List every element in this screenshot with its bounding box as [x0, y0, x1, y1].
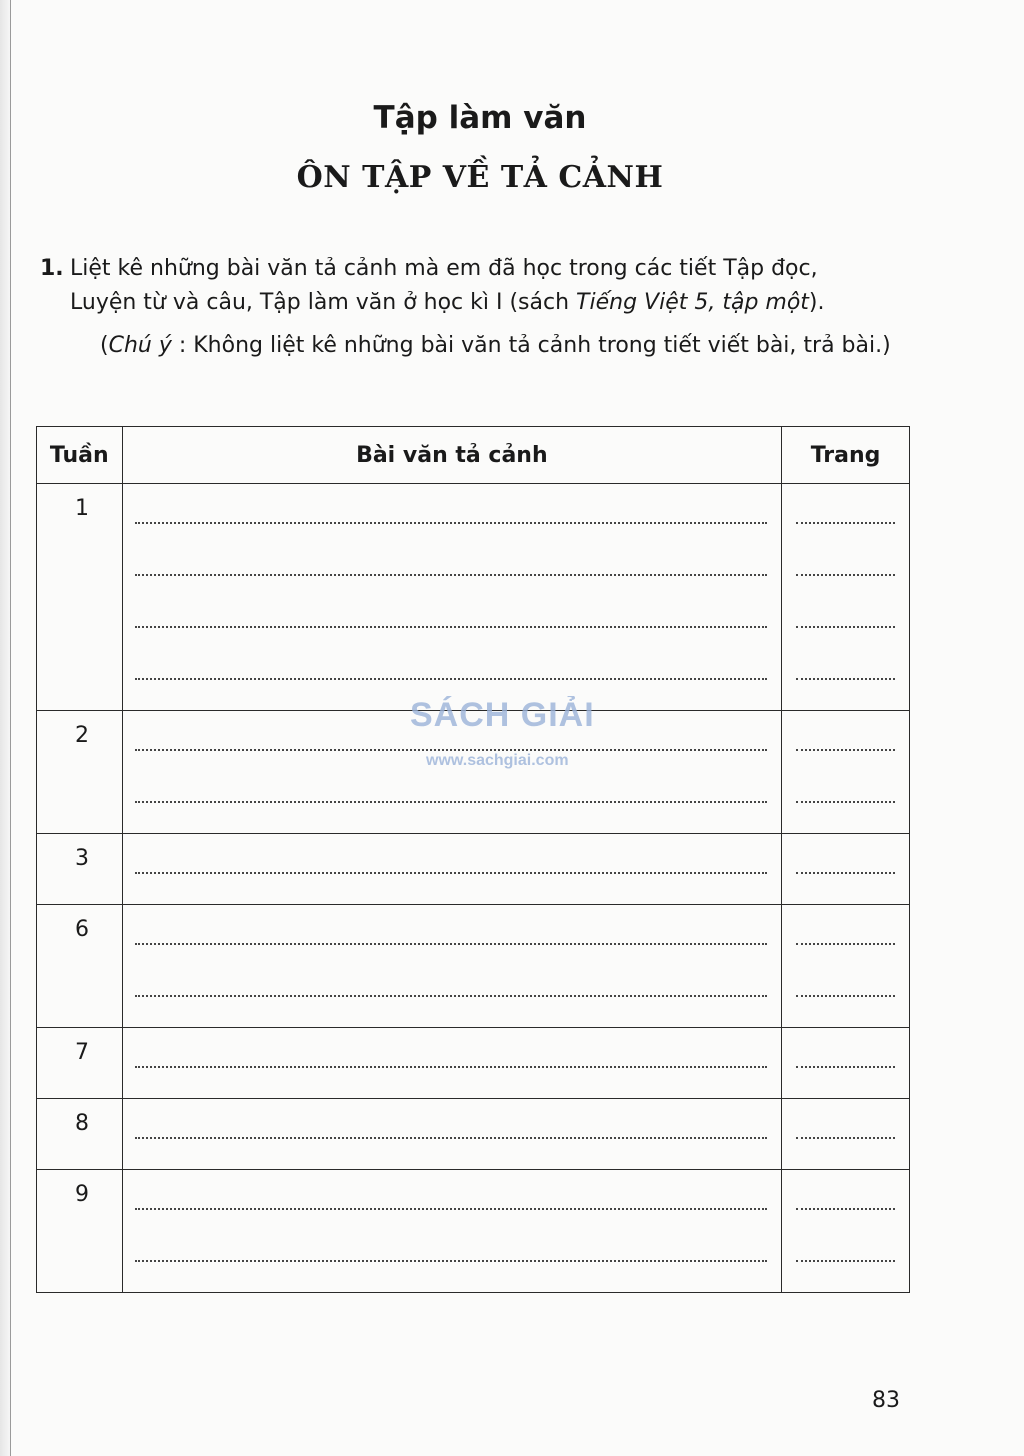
exercise-note — [68, 330, 920, 362]
exercise-line-1 — [40, 252, 920, 286]
dotted-answer-line[interactable] — [123, 1028, 782, 1080]
dotted-page-line[interactable] — [782, 1099, 909, 1151]
week-number: 6 — [75, 917, 89, 942]
dotted-answer-line[interactable] — [123, 905, 782, 957]
book-title: Tiếng Việt 5, tập một — [576, 290, 809, 315]
week-number: 8 — [75, 1111, 89, 1136]
essay-answer-cell[interactable] — [122, 1099, 782, 1170]
dotted-answer-line[interactable] — [123, 834, 782, 886]
week-number: 3 — [75, 846, 89, 871]
dotted-page-line[interactable] — [782, 905, 909, 957]
page-answer-cell[interactable] — [782, 484, 910, 711]
table-header-row — [37, 427, 910, 484]
page-answer-cell[interactable] — [782, 905, 910, 1028]
dotted-page-line[interactable] — [782, 588, 909, 640]
dotted-answer-line[interactable] — [123, 640, 782, 692]
week-number: 1 — [75, 496, 89, 521]
dotted-answer-line[interactable] — [123, 711, 782, 763]
table-row — [37, 834, 910, 905]
exercise-text-2b: ). — [808, 290, 825, 315]
table-row — [37, 484, 910, 711]
dotted-page-line[interactable] — [782, 536, 909, 588]
page-answer-cell[interactable] — [782, 1099, 910, 1170]
week-number: 9 — [75, 1182, 89, 1207]
essay-answer-cell[interactable] — [122, 484, 782, 711]
week-cell — [37, 1028, 123, 1099]
table-row — [37, 1028, 910, 1099]
header-week: Tuần — [37, 427, 123, 484]
exercise-prompt — [40, 252, 920, 320]
table-row — [37, 1170, 910, 1293]
page-answer-cell[interactable] — [782, 834, 910, 905]
dotted-page-line[interactable] — [782, 1170, 909, 1222]
table-body — [37, 484, 910, 1293]
note-text: : Không liệt kê những bài văn tả cảnh trong tiết viết bài, trả bài.) — [171, 333, 891, 358]
week-cell — [37, 834, 123, 905]
answer-table — [36, 426, 910, 1293]
dotted-page-line[interactable] — [782, 711, 909, 763]
exercise-number: 1. — [40, 256, 64, 281]
note-open: ( — [100, 333, 109, 358]
dotted-answer-line[interactable] — [123, 1170, 782, 1222]
week-cell — [37, 1099, 123, 1170]
dotted-answer-line[interactable] — [123, 484, 782, 536]
table-row — [37, 1099, 910, 1170]
week-cell — [37, 905, 123, 1028]
exercise-text-2a: Luyện từ và câu, Tập làm văn ở học kì I (sách — [70, 290, 577, 315]
week-cell — [37, 484, 123, 711]
page-answer-cell[interactable] — [782, 1028, 910, 1099]
essay-answer-cell[interactable] — [122, 1170, 782, 1293]
week-number: 7 — [75, 1040, 89, 1065]
dotted-answer-line[interactable] — [123, 1099, 782, 1151]
essay-answer-cell[interactable] — [122, 905, 782, 1028]
essay-answer-cell[interactable] — [122, 1028, 782, 1099]
page-answer-cell[interactable] — [782, 1170, 910, 1293]
dotted-page-line[interactable] — [782, 1222, 909, 1274]
week-number: 2 — [75, 723, 89, 748]
week-cell — [37, 711, 123, 834]
lesson-subtitle: ÔN TẬP VỀ TẢ CẢNH — [296, 160, 664, 195]
dotted-page-line[interactable] — [782, 484, 909, 536]
watermark-brand: SÁCH GIẢI — [410, 696, 595, 734]
table-row — [37, 905, 910, 1028]
dotted-page-line[interactable] — [782, 957, 909, 1009]
page-binding-edge — [0, 0, 11, 1456]
dotted-answer-line[interactable] — [123, 536, 782, 588]
dotted-answer-line[interactable] — [123, 1222, 782, 1274]
week-cell — [37, 1170, 123, 1293]
page-number: 83 — [872, 1388, 900, 1413]
dotted-answer-line[interactable] — [123, 763, 782, 815]
watermark-url: www.sachgiai.com — [426, 752, 569, 769]
exercise-text-1: Liệt kê những bài văn tả cảnh mà em đã học trong các tiết Tập đọc, — [70, 256, 818, 281]
table-row — [37, 711, 910, 834]
dotted-page-line[interactable] — [782, 640, 909, 692]
dotted-page-line[interactable] — [782, 834, 909, 886]
dotted-answer-line[interactable] — [123, 957, 782, 1009]
header-page: Trang — [782, 427, 910, 484]
exercise-line-2 — [40, 286, 920, 320]
note-label: Chú ý — [108, 333, 172, 358]
page-title: Tập làm văn — [373, 100, 587, 136]
dotted-page-line[interactable] — [782, 1028, 909, 1080]
header-essay: Bài văn tả cảnh — [122, 427, 782, 484]
page-answer-cell[interactable] — [782, 711, 910, 834]
essay-answer-cell[interactable] — [122, 711, 782, 834]
essay-answer-cell[interactable] — [122, 834, 782, 905]
dotted-answer-line[interactable] — [123, 588, 782, 640]
dotted-page-line[interactable] — [782, 763, 909, 815]
